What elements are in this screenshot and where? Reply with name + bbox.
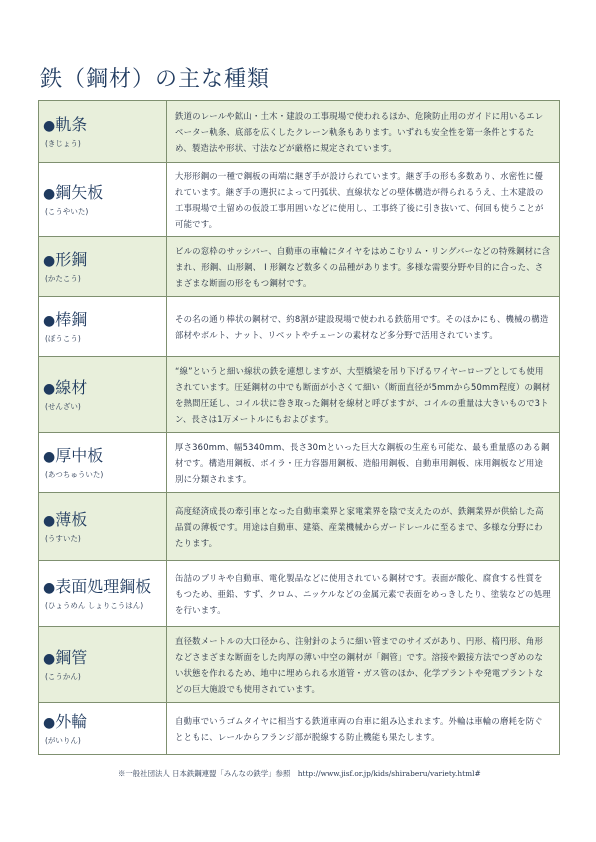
source-footnote: ※一般社団法人 日本鉄鋼連盟「みんなの鉄学」参照 http://www.jisf.or.jp/kids/shiraberu/variety.html# (118, 769, 481, 778)
bullet-icon: ● (43, 312, 56, 329)
type-description: ビルの窓枠のサッシバー、自動車の車輪にタイヤをはめこむリム・リングバーなどの特殊鋼材に含まれ、形鋼、山形鋼、 I 形鋼など数多くの品種があります。多様な需要分野や目的に合った、さまざまな断面の形をもつ鋼材です。 (175, 245, 551, 288)
type-reading: (せんざい) (45, 401, 81, 411)
type-name-text: 棒鋼 (55, 309, 88, 329)
type-name-text: 鋼矢板 (55, 182, 104, 202)
type-reading: (こうかん) (45, 671, 81, 681)
type-description: 直径数メートルの大口径から、注射針のように細い管までのサイズがあり、円形、楕円形、角形などさまざまな断面をした肉厚の薄い中空の鋼材が「鋼管」です。溶接や鍛接方法でつぎめのない状態を作れるため、地中に埋められる水道管・ガス管のほか、化学プラントや発電プラントなどの巨大施設でも使用されています。 (175, 635, 544, 694)
table-row (38, 237, 560, 297)
type-name (43, 115, 166, 136)
type-name (43, 183, 166, 204)
steel-types-table (38, 100, 560, 755)
table-row (38, 297, 560, 357)
table-row (38, 627, 560, 703)
table-row (38, 561, 560, 627)
type-name-text: 形鋼 (55, 249, 88, 269)
type-name (43, 250, 166, 271)
type-reading: (かたこう) (45, 273, 81, 283)
bullet-icon: ● (43, 448, 56, 465)
bullet-icon: ● (43, 380, 56, 397)
type-name-cell (39, 433, 167, 492)
type-name-cell (39, 627, 167, 702)
type-name (43, 577, 166, 598)
type-name-text: 薄板 (55, 509, 88, 529)
type-description: “線”というと細い線状の鉄を連想しますが、大型橋梁を吊り下げるワイヤーロープとしても使用されています。圧延鋼材の中でも断面が小さくて細い（断面直径が5mmから50mm程度）の鋼材を熱間圧延し、コイル状に巻き取った鋼材を線材と呼びますが、コイルの重量は大きいもので3トン、長さは1万メートルにもおよびます。 (175, 365, 551, 424)
type-name-cell (39, 703, 167, 754)
type-name-text: 線材 (55, 377, 88, 397)
type-reading: (うすいた) (45, 533, 81, 543)
type-description: 鉄道のレールや鉱山・土木・建設の工事現場で使われるほか、危険防止用のガイドに用いるエレベーター軌条、底部を広くしたクレーン軌条もあります。いずれも安全性を第一条件とするため、製造法や形状、寸法などが厳格に規定されています。 (175, 110, 544, 153)
type-description: 大形形鋼の一種で鋼板の両端に継ぎ手が設けられています。継ぎ手の形も多数あり、水密性に優れています。継ぎ手の選択によって円弧状、直線状などの壁体構造が得られるうえ、土木建設の工事現場で土留めの仮設工事用囲いなどに使用し、工事終了後に引き抜いて、何回も使うことが可能です。 (175, 170, 544, 229)
type-reading: (こうやいた) (45, 206, 89, 216)
bullet-icon: ● (43, 714, 56, 731)
type-description: 厚さ360mm、幅5340mm、長さ30mといった巨大な鋼板の生産も可能な、最も重量感のある鋼材です。構造用鋼板、ボイラ・圧力容器用鋼板、造船用鋼板、自動車用鋼板、床用鋼板など用途別に分類されます。 (175, 441, 550, 484)
table-row (38, 703, 560, 755)
type-name-text: 鋼管 (55, 647, 88, 667)
type-name-cell (39, 493, 167, 560)
type-name-cell (39, 163, 167, 236)
type-name (43, 510, 166, 531)
type-name-cell (39, 561, 167, 626)
type-name (43, 712, 166, 733)
table-row (38, 357, 560, 433)
type-reading: (がいりん) (45, 735, 81, 745)
type-description: その名の通り棒状の鋼材で、約8割が建設現場で使われる鉄筋用です。そのほかにも、機械の構造部材やボルト、ナット、リベットやチェーンの素材など多分野で活用されています。 (175, 313, 549, 340)
type-name (43, 446, 166, 467)
table-row (38, 433, 560, 493)
table-row (38, 493, 560, 561)
type-name (43, 648, 166, 669)
bullet-icon: ● (43, 185, 56, 202)
type-name-cell (39, 357, 167, 432)
type-name (43, 310, 166, 331)
page-title: 鉄（鋼材）の主な種類 (40, 67, 271, 92)
type-reading: (あつちゅういた) (45, 469, 104, 479)
type-reading: (ひょうめん しょりこうはん) (45, 600, 144, 610)
type-description: 自動車でいうゴムタイヤに相当する鉄道車両の台車に組み込まれます。外輪は車輪の磨耗を防ぐとともに、レールからフランジ部が脱線する防止機能も果たします。 (175, 715, 543, 742)
bullet-icon: ● (43, 117, 56, 134)
type-reading: (きじょう) (45, 138, 81, 148)
bullet-icon: ● (43, 512, 56, 529)
bullet-icon: ● (43, 252, 56, 269)
bullet-icon: ● (43, 579, 56, 596)
type-name-text: 厚中板 (55, 445, 104, 465)
type-name-cell (39, 101, 167, 162)
type-name-cell (39, 297, 167, 356)
table-row (38, 163, 560, 237)
type-name (43, 378, 166, 399)
bullet-icon: ● (43, 650, 56, 667)
type-reading: (ぼうこう) (45, 333, 81, 343)
type-description: 高度経済成長の牽引車となった自動車業界と家電業界を陰で支えたのが、鉄鋼業界が供給した高品質の薄板です。用途は自動車、建築、産業機械からガードレールに至るまで、多様な分野にわたります。 (175, 505, 544, 548)
type-name-text: 軌条 (55, 114, 88, 134)
type-description: 缶詰のブリキや自動車、電化製品などに使用されている鋼材です。表面が酸化、腐食する性質をもつため、亜鉛、すず、クロム、ニッケルなどの金属元素で表面をめっきしたり、塗装などの処理を行います。 (175, 572, 551, 615)
type-name-text: 外輪 (55, 711, 88, 731)
type-name-cell (39, 237, 167, 296)
type-name-text: 表面処理鋼板 (55, 576, 152, 596)
table-row (38, 101, 560, 163)
